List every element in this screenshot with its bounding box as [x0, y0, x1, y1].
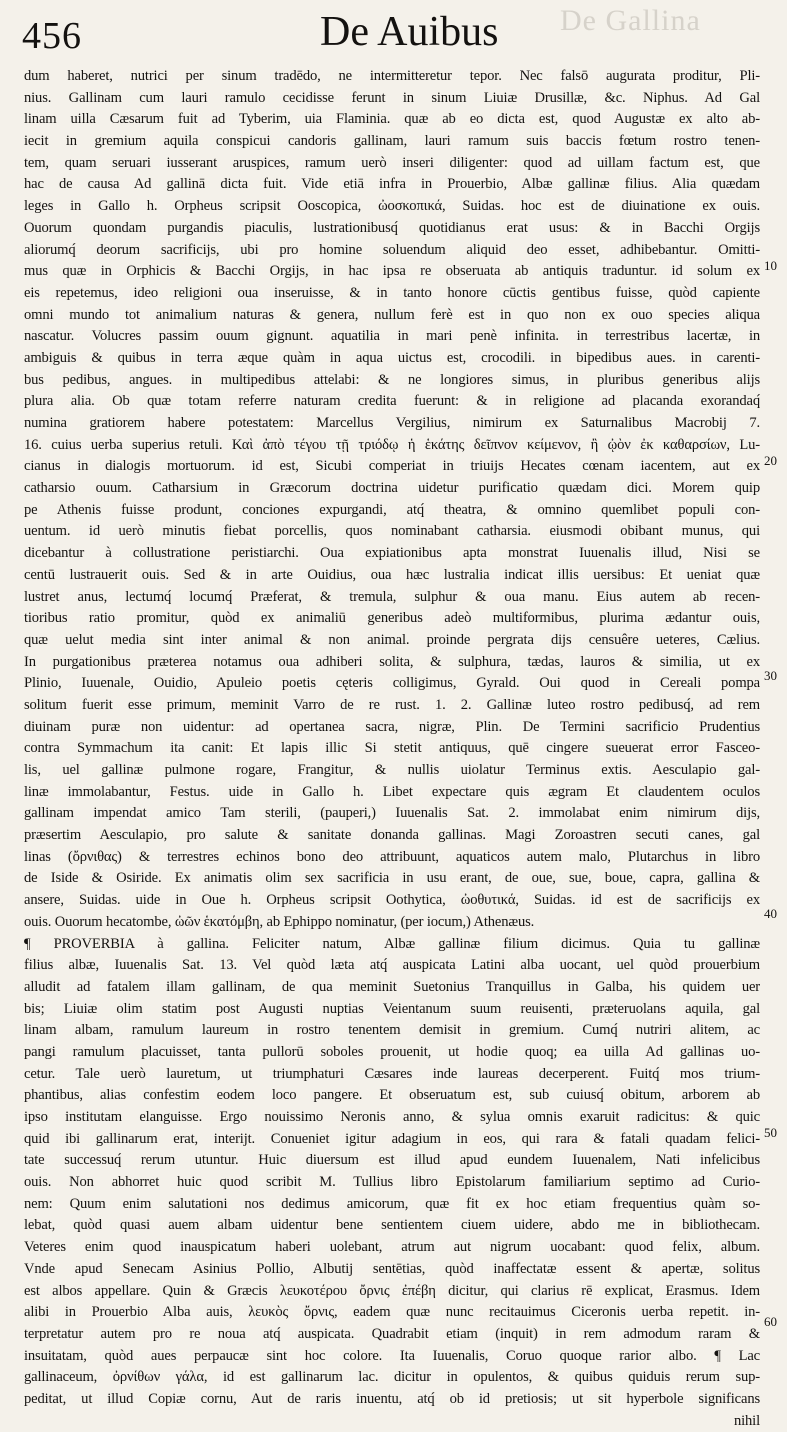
- text-line: ansere, Suidas. uide in Oue h. Orpheus scripsit Oothytica, ὠοθυτικά, Suidas. id est de sacrificijs ex: [24, 892, 760, 909]
- margin-line-number: 40: [764, 906, 777, 921]
- text-line: ambiguis & quibus in terra æque quàm in aqua uictus est, crocodili. in bipedibus aues. in carenti-: [24, 349, 760, 366]
- text-line: ouis. Non abhorret huic quod scribit M. Tullius libro Epistolarum familiarium septimo ad Curio-: [24, 1174, 760, 1191]
- text-line: nius. Gallinam cum lauri ramulo cecidisse ferunt in sinum Liuiæ Drusillæ, &c. Niphus. Ad Gal: [24, 89, 760, 106]
- text-line: Veteres enim quod inauspicatum haberi uolebant, atrum aut nigrum uocabant: quod felix, album.: [24, 1239, 760, 1256]
- text-line: contra Symmachum ita canit: Et lapis illic Si stetit antiquus, quē cingere sueuerat error Fasceo-: [24, 740, 760, 757]
- running-head: De Auibus: [320, 9, 499, 55]
- text-line: diuinam puræ non uidentur: ad opertanea sacra, nigræ, Plin. De Termini sacrificio Prudentius: [24, 718, 760, 735]
- text-line: cetur. Tale uerò lauretum, ut triumphaturi Cæsares inde laureas decerperent. Fuitq́ mos trium-: [24, 1065, 760, 1082]
- text-line: phantibus, alias confestim eodem loco pangere. Et obseruatum est, sub cuiusq́ obitum, arborem ab: [24, 1087, 760, 1104]
- text-line: omni mundo tot animalium naturas & genera, nullum ferè est in quo non ex ouo species aliqua: [24, 306, 760, 323]
- text-line: lustret anus, lectumq́ locumq́ Præferat, & tremula, sulphur & oua manu. Eius autem ab recen-: [24, 588, 760, 605]
- text-line: 16. cuius uerba superius retuli. Καὶ ἀπὸ τέγου τῇ τριόδῳ ἡ ἑκάτης δεῖπνον κείμενον, ἢ ᾠὸν ἐκ καθαρσίων, Lu-: [24, 436, 760, 453]
- text-line: uentum. id uerò minutis fiebat porcellis, quos nominabant catharsia. eiusmodi obibant munus, qui: [24, 523, 760, 540]
- text-line: Plinio, Iuuenale, Ouidio, Apuleio poetis cęteris colligimus, Gyrald. Oui quod in Cereali pompa: [24, 675, 760, 692]
- margin-line-number: 50: [764, 1125, 777, 1140]
- page-number: 456: [22, 15, 82, 57]
- text-line: lebat, quòd quasi auem albam uidentur bene sentientem ciuem uidere, abdo me in bibliothecam.: [24, 1217, 760, 1234]
- text-line: pangi ramulum placuisset, tanta pullorū soboles prouenit, ut hodie quoq; ea uilla Ad gallinas uo-: [24, 1043, 760, 1060]
- text-line: solitum fuerit esse primum, meminit Varro de re rust. 1. 2. Gallinæ luteo rostro pedibusq́, ad rem: [24, 696, 760, 713]
- text-line: ipso institutam elanguisse. Ergo nouissimo Neronis anno, & sylua omnis exaruit radicitus: & quic: [24, 1109, 760, 1125]
- text-line: tem, quam seruari iusserant aruspices, ramum uerò inseri diligenter: quod ad uillam factum est, que: [24, 154, 760, 171]
- text-line: insuitatam, quòd aues perpaucæ sint hoc colore. Ita Iuuenalis, Coruo quoque rarior albo. ¶ Lac: [24, 1347, 760, 1364]
- text-line: terpretatur autem pro re noua atq́ auspicata. Quadrabit etiam (inquit) in rem admodum raram &: [24, 1325, 760, 1342]
- text-line: iecit in gremium aquila conspicui candoris gallinam, lauri ramum suis baccis fœtum rostro tenen-: [24, 133, 760, 150]
- text-line: In purgationibus præterea notamus oua adhiberi solita, & sulphura, tædas, lauros & similia, ut ex: [24, 653, 760, 670]
- text-line: tioribus ratio promitur, quòd ex animaliū generibus adeò multiformibus, plurima ædantur ouis,: [24, 610, 760, 627]
- text-line: hac de causa Ad gallinā dicta fuit. Vide etiā infra in Prouerbio, Albæ gallinæ filius. Alia quædam: [24, 176, 760, 193]
- text-line: gallinaceum, ὀρνίθων γάλα, id est gallinarum lac. dicitur in opulentos, & quibus quiduis rerum sup-: [24, 1369, 760, 1386]
- text-line: aliorumq́ deorum sacrificijs, ubi pro homine soluendum aliquid deo esset, adhibebantur. Omitti-: [24, 241, 760, 258]
- text-line: eis repetemus, ideo religioni oua inseruisse, & in tanto honore cūctis gentibus fuisse, quòd capiente: [24, 284, 760, 301]
- text-line: linæ immolabantur, Festus. uide in Gallo h. Libet expectare quis ægram Et claudentem oculos: [24, 783, 760, 800]
- text-line: quæ uelut media sint inter animal & non animal. proinde pergrata dijs censuêre ueteres, Cælius.: [24, 631, 760, 648]
- text-line: nem: Quum enim salutationi nos dedimus amicorum, quæ fit ex hoc etiam frequentius quàm so-: [24, 1195, 760, 1212]
- text-line: nihil: [733, 1412, 760, 1429]
- text-line: Vnde apud Senecam Asinius Pollio, Albutij sentētias, quòd inaffectatæ essent & apertæ, solitus: [24, 1260, 760, 1277]
- text-line: leges in Gallo h. Orpheus scripsit Ooscopica, ὠοσκοπικά, Suidas. hoc est de diuinatione ex ouis.: [24, 198, 760, 215]
- text-line: linas (ὄρνιθας) & terrestres echinos bono deo attribuunt, aquaticos autem malo, Plutarchus in libro: [24, 848, 760, 865]
- text-line: filius albæ, Iuuenalis Sat. 13. Vel quòd læta atq́ auspicata Latini alba uocant, uel quòd prouerbium: [24, 957, 760, 974]
- text-line: de Iside & Osiride. Ex animatis olim sex sacrificia in usu erant, de oue, sue, boue, capra, gallina &: [24, 870, 760, 887]
- margin-line-number: 10: [764, 258, 777, 273]
- text-line: numina gratiorem habere potestatem: Marcellus Vergilius, nimirum ex Saturnalibus Macrobij 7.: [24, 415, 760, 431]
- text-line: bis; Liuiæ olim statim post Augusti nuptias Veientanum suum reuisenti, præteruolans aquila, gal: [24, 1000, 760, 1017]
- margin-line-number: 60: [764, 1314, 777, 1329]
- text-line: dum haberet, nutrici per sinum tradēdo, ne intermitteretur tepor. Nec falsō augurata proditur, Pli-: [24, 68, 760, 84]
- text-line: pe Athenis fuisse produnt, conciones expurgandi, atq́ theatra, & omnino quemlibet populi con-: [24, 501, 760, 518]
- bleed-through-text: De Gallina: [560, 4, 701, 37]
- text-line: centū lustrauerit ouis. Sed & in arte Ouidius, oua hæc lustralia indicat illis uersibus: Et ueniat quæ: [24, 566, 760, 583]
- text-line: dicebantur à collustratione peristiarchi. Oua expiationibus apta monstrat Iuuenalis illud, Nisi se: [24, 545, 760, 562]
- text-line: quid ibi gallinarum erat, interijt. Conueniet igitur adagium in eos, qui rara & fatali quadam felici-: [24, 1130, 760, 1147]
- text-line: peditat, ut illud Copiæ cornu, Aut de raris inuentu, atq́ ob id pretiosis; ut sit hyperbole significans: [24, 1390, 760, 1407]
- text-line: præsertim Aesculapio, pro salute & sanitate donanda gallinas. Magi Zoroastren secuti canes, gal: [24, 827, 760, 844]
- text-body: [24, 66, 760, 1432]
- text-line: ouis. Ouorum hecatombe, ὠῶν ἑκατόμβη, ab Ephippo nominatur, (per iocum,) Athenæus.: [24, 913, 535, 930]
- text-line: alibi in Prouerbio Alba auis, λευκὸς ὄρνις, eadem quæ nunc recitauimus Ciceronis uerba repetit. in-: [24, 1304, 760, 1321]
- margin-line-number: 30: [764, 668, 777, 683]
- text-line: plura alia. Ob quæ totam referre naturam credita fuerunt: & in religione ad placanda exorandaq́: [24, 393, 760, 410]
- text-line: alludit ad fatalem illam gallinam, de qua meminit Suetonius Tranquillus in Galba, his quidem uer: [24, 978, 760, 995]
- text-line: est albos appellare. Quin & Græcis λευκοτέρου ὄρνις ἐπέβη dicitur, qui clarius rē explicat, Erasmus. Idem: [24, 1282, 760, 1299]
- text-line: ¶ PROVERBIA à gallina. Feliciter natum, Albæ gallinæ filium dicimus. Quia tu gallinæ: [24, 935, 760, 952]
- text-line: mus quæ in Orphicis & Bacchi Orgijs, in hac ipsa re obseruata ab antiquis traduntur. id solum ex: [24, 263, 760, 280]
- text-line: catharsio ouum. Catharsium in Græcorum doctrina uidetur purificatio quædam dici. Morem quip: [24, 480, 760, 497]
- text-line: gallinam impendat amico Tam sterili, (pauperi,) Iuuenalis Sat. 2. immolabat enim nimirum dijs,: [24, 805, 760, 822]
- text-line: Ouorum quondam purgandis piaculis, lustrationibusq́ quotidianus erat usus: & in Bacchi Orgijs: [24, 219, 760, 236]
- text-line: lis, uel gallinæ pulmone rogare, Frangitur, & nullis uiolatur Terminus extis. Aesculapio gal-: [24, 762, 760, 778]
- text-line: linam albam, ramulum laureum in rostro tenentem demisit in gremium. Cumq́ nutriri alitem, ac: [24, 1022, 760, 1039]
- text-line: bus pedibus, angues. in multipedibus attelabi: & ne longiores simus, in pluribus generibus alijs: [24, 371, 760, 388]
- text-line: cianus in dialogis mortuorum. id est, Sicubi comperiat in triuijs Hecates cœnam iacentem, aut ex: [24, 458, 760, 475]
- text-line: nascatur. Volucres passim ouum gignunt. aquatilia in mari penè infinita. in terrestribus lacertæ, in: [24, 328, 760, 345]
- text-line: linam uilla Cæsarum fuit ad Tyberim, uia Flaminia. quæ ab eo dicta est, quod Augustæ ex alto ab-: [24, 111, 760, 128]
- margin-line-number: 20: [764, 453, 777, 468]
- text-line: tate successuq́ rerum utuntur. Huic diuersum est illud apud eundem Iuuenalem, Nati infelicibus: [24, 1152, 760, 1169]
